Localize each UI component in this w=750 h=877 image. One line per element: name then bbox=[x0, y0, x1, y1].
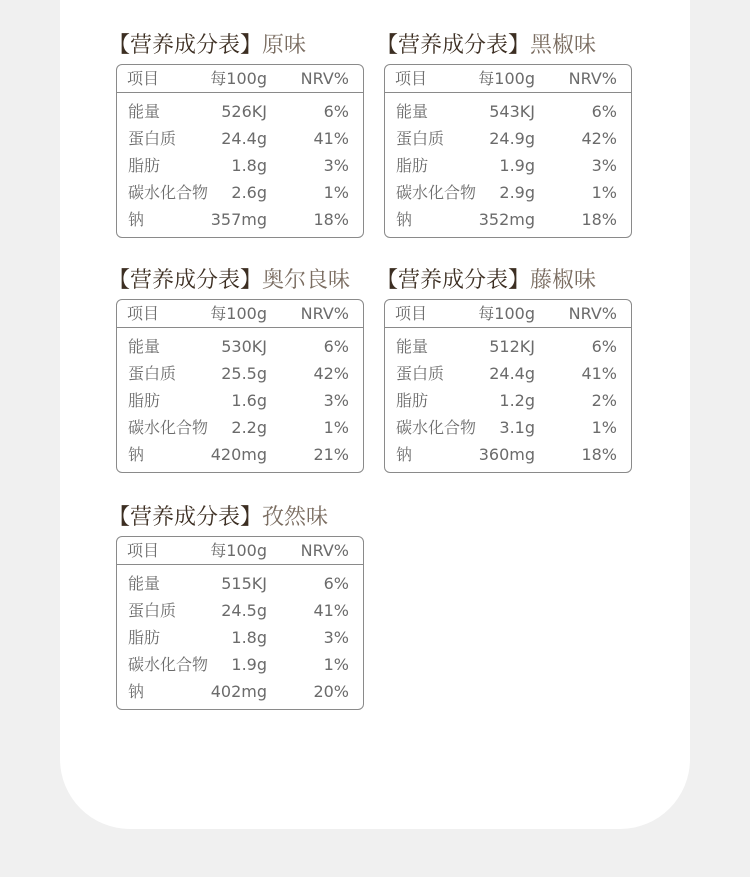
nutrition-panel-original bbox=[108, 30, 366, 238]
title-prefix: 【营养成分表】 bbox=[108, 268, 263, 293]
nutrient-value: 515KJ bbox=[221, 574, 267, 593]
nutrient-nrv: 18% bbox=[581, 445, 617, 464]
table-row bbox=[117, 360, 363, 387]
table-row bbox=[385, 441, 631, 468]
nutrient-value: 24.4g bbox=[489, 364, 535, 383]
nutrition-table bbox=[116, 64, 364, 238]
flavor-label: 奥尔良味 bbox=[262, 268, 351, 293]
header-item: 项目 bbox=[395, 69, 428, 88]
nutrition-table bbox=[116, 536, 364, 710]
nutrient-nrv: 41% bbox=[313, 601, 349, 620]
panel-title bbox=[108, 265, 366, 297]
nutrient-nrv: 1% bbox=[323, 655, 349, 674]
nutrient-nrv: 6% bbox=[591, 337, 617, 356]
nutrient-value: 2.2g bbox=[231, 418, 267, 437]
title-prefix: 【营养成分表】 bbox=[108, 505, 263, 530]
table-row bbox=[117, 206, 363, 233]
nutrient-name: 蛋白质 bbox=[128, 129, 177, 148]
nutrient-nrv: 3% bbox=[323, 628, 349, 647]
table-row bbox=[385, 206, 631, 233]
table-row bbox=[117, 441, 363, 468]
table-header bbox=[385, 65, 631, 93]
table-row bbox=[117, 152, 363, 179]
nutrition-table bbox=[384, 64, 632, 238]
nutrient-name: 蛋白质 bbox=[396, 129, 445, 148]
header-nrv: NRV% bbox=[300, 304, 349, 323]
nutrient-name: 能量 bbox=[128, 337, 161, 356]
nutrient-nrv: 2% bbox=[591, 391, 617, 410]
nutrient-value: 3.1g bbox=[499, 418, 535, 437]
nutrient-name: 蛋白质 bbox=[128, 364, 177, 383]
nutrient-name: 脂肪 bbox=[128, 391, 161, 410]
nutrient-value: 24.9g bbox=[489, 129, 535, 148]
nutrient-nrv: 1% bbox=[323, 183, 349, 202]
table-row bbox=[385, 125, 631, 152]
table-header bbox=[117, 300, 363, 328]
nutrient-value: 1.2g bbox=[499, 391, 535, 410]
header-item: 项目 bbox=[127, 304, 160, 323]
nutrient-nrv: 6% bbox=[591, 102, 617, 121]
nutrition-panel-cumin bbox=[108, 502, 366, 710]
nutrient-nrv: 20% bbox=[313, 682, 349, 701]
table-row bbox=[117, 387, 363, 414]
nutrient-nrv: 3% bbox=[323, 391, 349, 410]
nutrient-value: 402mg bbox=[210, 682, 267, 701]
nutrient-name: 能量 bbox=[396, 102, 429, 121]
title-prefix: 【营养成分表】 bbox=[108, 33, 263, 58]
table-row bbox=[117, 333, 363, 360]
nutrient-nrv: 1% bbox=[591, 183, 617, 202]
header-nrv: NRV% bbox=[300, 541, 349, 560]
nutrient-value: 25.5g bbox=[221, 364, 267, 383]
nutrient-name: 钠 bbox=[396, 445, 413, 464]
nutrient-name: 碳水化合物 bbox=[396, 418, 477, 437]
table-row bbox=[117, 651, 363, 678]
nutrient-value: 360mg bbox=[478, 445, 535, 464]
header-per100g: 每100g bbox=[478, 69, 535, 88]
nutrient-nrv: 6% bbox=[323, 337, 349, 356]
panel-title bbox=[376, 30, 634, 62]
header-item: 项目 bbox=[395, 304, 428, 323]
nutrient-name: 碳水化合物 bbox=[128, 418, 209, 437]
nutrient-nrv: 3% bbox=[323, 156, 349, 175]
nutrient-name: 脂肪 bbox=[396, 156, 429, 175]
table-row bbox=[385, 179, 631, 206]
nutrient-nrv: 41% bbox=[313, 129, 349, 148]
nutrition-panel-black-pepper bbox=[376, 30, 634, 238]
nutrient-name: 钠 bbox=[128, 210, 145, 229]
nutrient-value: 1.8g bbox=[231, 156, 267, 175]
nutrient-value: 24.5g bbox=[221, 601, 267, 620]
flavor-label: 藤椒味 bbox=[530, 268, 597, 293]
table-row bbox=[117, 597, 363, 624]
table-row bbox=[117, 414, 363, 441]
nutrient-nrv: 1% bbox=[591, 418, 617, 437]
nutrient-value: 530KJ bbox=[221, 337, 267, 356]
nutrient-nrv: 42% bbox=[313, 364, 349, 383]
title-prefix: 【营养成分表】 bbox=[376, 33, 531, 58]
nutrient-name: 蛋白质 bbox=[128, 601, 177, 620]
nutrient-value: 24.4g bbox=[221, 129, 267, 148]
panel-title bbox=[108, 30, 366, 62]
nutrient-name: 能量 bbox=[128, 102, 161, 121]
header-per100g: 每100g bbox=[210, 69, 267, 88]
title-prefix: 【营养成分表】 bbox=[376, 268, 531, 293]
header-item: 项目 bbox=[127, 541, 160, 560]
table-row bbox=[117, 179, 363, 206]
table-row bbox=[385, 98, 631, 125]
nutrient-name: 脂肪 bbox=[396, 391, 429, 410]
nutrient-value: 420mg bbox=[210, 445, 267, 464]
nutrient-name: 钠 bbox=[128, 682, 145, 701]
nutrient-name: 能量 bbox=[396, 337, 429, 356]
header-per100g: 每100g bbox=[478, 304, 535, 323]
header-nrv: NRV% bbox=[568, 304, 617, 323]
panel-title bbox=[376, 265, 634, 297]
nutrient-nrv: 42% bbox=[581, 129, 617, 148]
header-nrv: NRV% bbox=[568, 69, 617, 88]
nutrient-name: 蛋白质 bbox=[396, 364, 445, 383]
nutrient-name: 能量 bbox=[128, 574, 161, 593]
nutrient-name: 脂肪 bbox=[128, 156, 161, 175]
nutrient-nrv: 18% bbox=[313, 210, 349, 229]
nutrient-nrv: 3% bbox=[591, 156, 617, 175]
nutrient-nrv: 6% bbox=[323, 102, 349, 121]
table-header bbox=[385, 300, 631, 328]
nutrient-value: 512KJ bbox=[489, 337, 535, 356]
table-row bbox=[117, 570, 363, 597]
nutrient-value: 1.6g bbox=[231, 391, 267, 410]
table-row bbox=[117, 678, 363, 705]
nutrient-value: 357mg bbox=[210, 210, 267, 229]
nutrient-value: 352mg bbox=[478, 210, 535, 229]
nutrient-value: 1.8g bbox=[231, 628, 267, 647]
nutrient-value: 2.6g bbox=[231, 183, 267, 202]
flavor-label: 黑椒味 bbox=[530, 33, 597, 58]
table-row bbox=[385, 387, 631, 414]
table-row bbox=[385, 333, 631, 360]
table-row bbox=[385, 152, 631, 179]
header-item: 项目 bbox=[127, 69, 160, 88]
nutrient-name: 碳水化合物 bbox=[128, 655, 209, 674]
panel-title bbox=[108, 502, 366, 534]
flavor-label: 孜然味 bbox=[262, 505, 329, 530]
table-row bbox=[117, 624, 363, 651]
nutrient-name: 钠 bbox=[128, 445, 145, 464]
table-row bbox=[385, 414, 631, 441]
nutrient-value: 2.9g bbox=[499, 183, 535, 202]
table-row bbox=[117, 98, 363, 125]
nutrition-table bbox=[116, 299, 364, 473]
nutrient-nrv: 21% bbox=[313, 445, 349, 464]
nutrient-name: 脂肪 bbox=[128, 628, 161, 647]
nutrient-name: 碳水化合物 bbox=[396, 183, 477, 202]
table-row bbox=[385, 360, 631, 387]
nutrient-name: 碳水化合物 bbox=[128, 183, 209, 202]
nutrient-value: 1.9g bbox=[499, 156, 535, 175]
nutrient-nrv: 41% bbox=[581, 364, 617, 383]
table-row bbox=[117, 125, 363, 152]
nutrition-panel-orleans bbox=[108, 265, 366, 473]
nutrition-panel-rattan-pepper bbox=[376, 265, 634, 473]
header-nrv: NRV% bbox=[300, 69, 349, 88]
nutrition-table bbox=[384, 299, 632, 473]
nutrient-nrv: 6% bbox=[323, 574, 349, 593]
nutrient-nrv: 1% bbox=[323, 418, 349, 437]
header-per100g: 每100g bbox=[210, 541, 267, 560]
nutrient-name: 钠 bbox=[396, 210, 413, 229]
nutrient-nrv: 18% bbox=[581, 210, 617, 229]
header-per100g: 每100g bbox=[210, 304, 267, 323]
nutrient-value: 1.9g bbox=[231, 655, 267, 674]
nutrient-value: 526KJ bbox=[221, 102, 267, 121]
table-header bbox=[117, 537, 363, 565]
nutrient-value: 543KJ bbox=[489, 102, 535, 121]
flavor-label: 原味 bbox=[262, 33, 307, 58]
table-header bbox=[117, 65, 363, 93]
